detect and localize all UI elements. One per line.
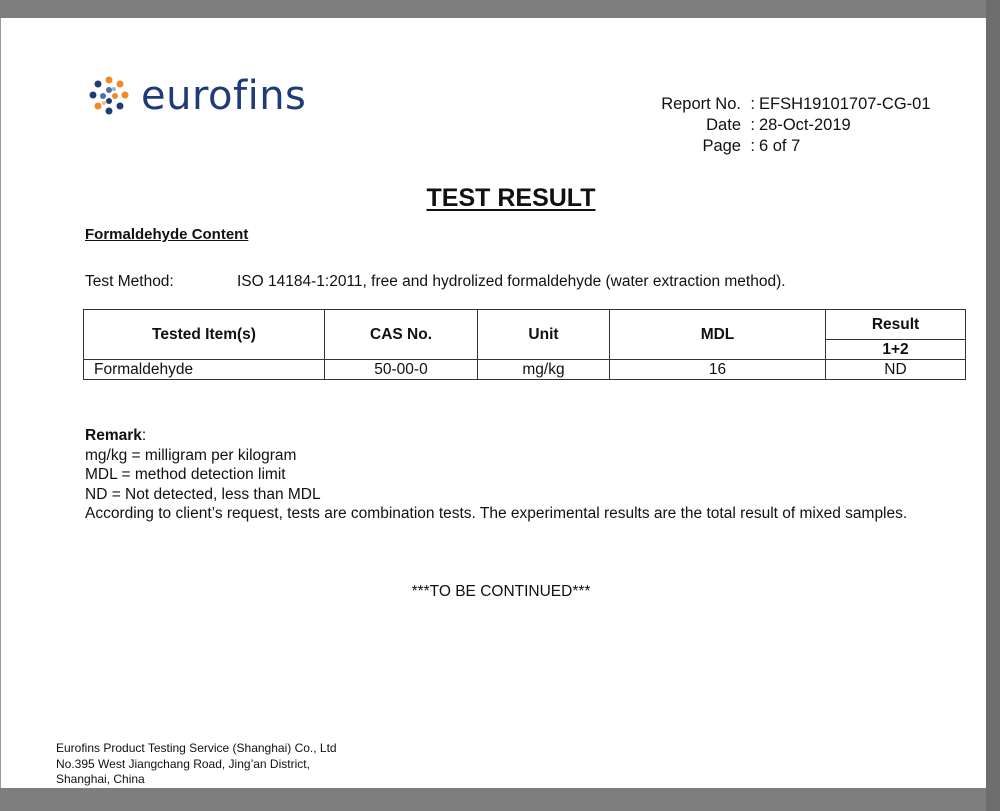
remark-line: ND = Not detected, less than MDL: [85, 485, 321, 503]
report-no-value: EFSH19101707-CG-01: [759, 95, 931, 113]
cell-result: ND: [826, 360, 966, 380]
date-value: 28-Oct-2019: [759, 116, 851, 134]
report-meta: [651, 94, 931, 157]
remark-line: According to client’s request, tests are combination tests. The experimental results are the total result of mixed samples.: [85, 505, 908, 522]
test-method-label: Test Method:: [85, 273, 174, 290]
footer-line: No.395 West Jiangchang Road, Jing’an District,: [56, 756, 310, 771]
bottom-frame-bar: [0, 788, 1000, 811]
colon: :: [750, 137, 755, 155]
eurofins-logo: [85, 72, 306, 120]
remark-line: mg/kg = milligram per kilogram: [85, 446, 297, 464]
footer-line: Eurofins Product Testing Service (Shanghai) Co., Ltd: [56, 741, 337, 755]
remark-block: [85, 426, 945, 524]
table-header-row: [84, 310, 966, 340]
page-title: TEST RESULT: [426, 184, 596, 212]
footer-address: [56, 741, 337, 788]
results-table: [83, 309, 966, 380]
remark-title: Remark: [85, 427, 142, 444]
eurofins-logo-icon: [85, 72, 133, 120]
page-row: [651, 136, 931, 157]
colon: :: [750, 116, 755, 134]
brand-wordmark: eurofins: [141, 73, 307, 119]
cell-mdl: 16: [610, 360, 826, 380]
remark-line: MDL = method detection limit: [85, 466, 286, 483]
page-value: 6 of 7: [759, 137, 801, 155]
header-result: Result: [826, 310, 966, 340]
right-frame-bar: [986, 0, 1000, 811]
continued-note: ***TO BE CONTINUED***: [411, 583, 591, 600]
header-result-sample: 1+2: [826, 340, 966, 360]
page-label: Page: [702, 137, 741, 155]
colon: :: [750, 95, 755, 113]
report-no-label: Report No.: [661, 95, 741, 113]
top-frame-bar: [0, 0, 1000, 18]
header-cas-no: CAS No.: [325, 310, 478, 360]
cell-cas: 50-00-0: [325, 360, 478, 380]
date-label: Date: [706, 116, 741, 134]
header-unit: Unit: [478, 310, 610, 360]
document-page: [0, 18, 988, 788]
header-tested-item: Tested Item(s): [84, 310, 325, 360]
footer-line: Shanghai, China: [56, 772, 145, 786]
cell-item: Formaldehyde: [84, 360, 325, 380]
remark-colon: :: [141, 427, 147, 444]
test-method-value: ISO 14184-1:2011, free and hydrolized formaldehyde (water extraction method).: [237, 273, 786, 290]
remark-heading: [85, 426, 945, 446]
cell-unit: mg/kg: [478, 360, 610, 380]
section-title: Formaldehyde Content: [85, 226, 249, 243]
table-row: [84, 360, 966, 380]
header-mdl: MDL: [610, 310, 826, 360]
date-row: [651, 115, 931, 136]
test-method: [85, 273, 786, 291]
report-no-row: [651, 94, 931, 115]
